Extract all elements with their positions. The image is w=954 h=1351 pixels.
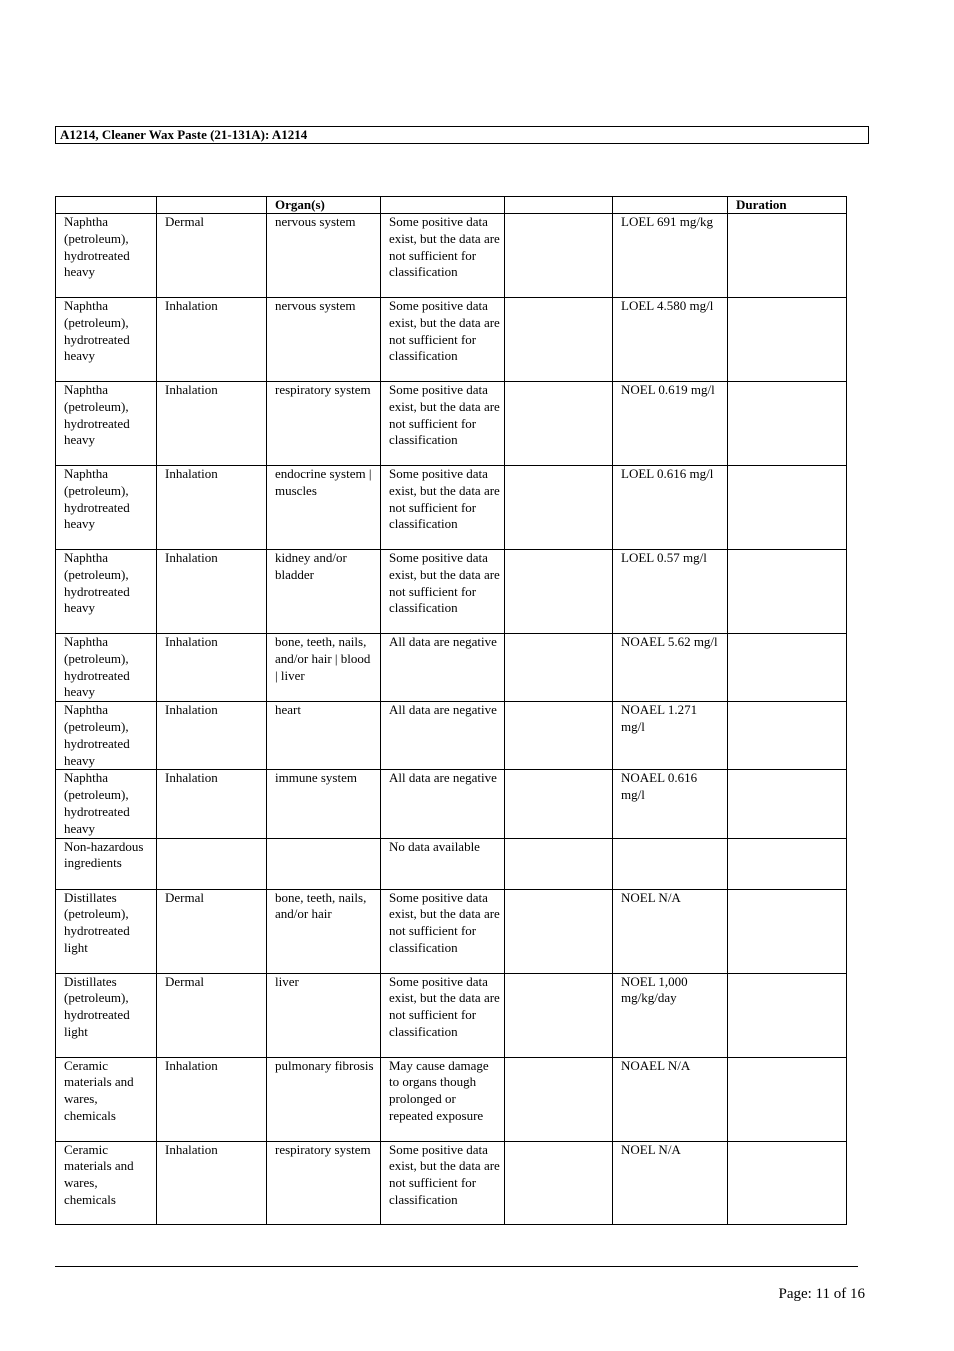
species-cell xyxy=(505,1141,613,1224)
test-result-cell: LOEL 4.580 mg/l xyxy=(613,298,728,382)
value-cell: Some positive data exist, but the data are not sufficient for classification xyxy=(381,550,505,634)
column-header-organs: Organ(s) xyxy=(267,197,381,214)
column-header-ingredient xyxy=(56,197,157,214)
column-header-test-result xyxy=(613,197,728,214)
organ-cell: bone, teeth, nails, and/or hair | blood | liver xyxy=(267,634,381,702)
test-result-cell xyxy=(613,838,728,889)
value-cell: Some positive data exist, but the data are not sufficient for classification xyxy=(381,889,505,973)
value-cell: All data are negative xyxy=(381,634,505,702)
duration-cell xyxy=(728,1057,847,1141)
duration-cell xyxy=(728,838,847,889)
table-row xyxy=(56,838,847,889)
organ-cell: endocrine system | muscles xyxy=(267,466,381,550)
organ-cell: pulmonary fibrosis xyxy=(267,1057,381,1141)
value-cell: All data are negative xyxy=(381,770,505,838)
organ-cell: respiratory system xyxy=(267,1141,381,1224)
duration-cell xyxy=(728,550,847,634)
route-cell: Inhalation xyxy=(157,1141,267,1224)
page-number: Page: 11 of 16 xyxy=(778,1286,865,1302)
document-header-title: A1214, Cleaner Wax Paste (21-131A): A1214 xyxy=(55,126,869,144)
species-cell xyxy=(505,889,613,973)
test-result-cell: NOAEL 0.616 mg/l xyxy=(613,770,728,838)
table-row xyxy=(56,1057,847,1141)
duration-cell xyxy=(728,1141,847,1224)
ingredient-cell: Ceramic materials and wares, chemicals xyxy=(56,1141,157,1224)
column-header-route xyxy=(157,197,267,214)
ingredient-cell: Naphtha (petroleum), hydrotreated heavy xyxy=(56,550,157,634)
duration-cell xyxy=(728,889,847,973)
duration-cell xyxy=(728,382,847,466)
route-cell: Dermal xyxy=(157,214,267,298)
toxicity-table xyxy=(55,196,847,1225)
organ-cell: heart xyxy=(267,702,381,770)
footer-divider xyxy=(55,1266,858,1267)
species-cell xyxy=(505,382,613,466)
ingredient-cell: Distillates (petroleum), hydrotreated light xyxy=(56,973,157,1057)
test-result-cell: NOEL 0.619 mg/l xyxy=(613,382,728,466)
value-cell: May cause damage to organs though prolonged or repeated exposure xyxy=(381,1057,505,1141)
organ-cell: kidney and/or bladder xyxy=(267,550,381,634)
table-row xyxy=(56,298,847,382)
route-cell: Dermal xyxy=(157,973,267,1057)
species-cell xyxy=(505,973,613,1057)
route-cell: Inhalation xyxy=(157,770,267,838)
species-cell xyxy=(505,770,613,838)
value-cell: No data available xyxy=(381,838,505,889)
ingredient-cell: Non-hazardous ingredients xyxy=(56,838,157,889)
table-row xyxy=(56,214,847,298)
organ-cell: respiratory system xyxy=(267,382,381,466)
organ-cell: liver xyxy=(267,973,381,1057)
value-cell: Some positive data exist, but the data are not sufficient for classification xyxy=(381,298,505,382)
route-cell: Dermal xyxy=(157,889,267,973)
duration-cell xyxy=(728,634,847,702)
route-cell: Inhalation xyxy=(157,634,267,702)
species-cell xyxy=(505,838,613,889)
test-result-cell: NOEL 1,000 mg/kg/day xyxy=(613,973,728,1057)
species-cell xyxy=(505,298,613,382)
test-result-cell: NOAEL 5.62 mg/l xyxy=(613,634,728,702)
table-body xyxy=(56,214,847,1225)
test-result-cell: NOAEL N/A xyxy=(613,1057,728,1141)
value-cell: Some positive data exist, but the data are not sufficient for classification xyxy=(381,382,505,466)
route-cell: Inhalation xyxy=(157,1057,267,1141)
ingredient-cell: Distillates (petroleum), hydrotreated light xyxy=(56,889,157,973)
organ-cell xyxy=(267,838,381,889)
species-cell xyxy=(505,214,613,298)
value-cell: Some positive data exist, but the data are not sufficient for classification xyxy=(381,973,505,1057)
column-header-species xyxy=(505,197,613,214)
ingredient-cell: Naphtha (petroleum), hydrotreated heavy xyxy=(56,634,157,702)
organ-cell: nervous system xyxy=(267,214,381,298)
value-cell: All data are negative xyxy=(381,702,505,770)
table-row xyxy=(56,973,847,1057)
value-cell: Some positive data exist, but the data are not sufficient for classification xyxy=(381,214,505,298)
test-result-cell: LOEL 691 mg/kg xyxy=(613,214,728,298)
column-header-duration: Duration xyxy=(728,197,847,214)
table-row xyxy=(56,1141,847,1224)
column-header-value xyxy=(381,197,505,214)
ingredient-cell: Naphtha (petroleum), hydrotreated heavy xyxy=(56,214,157,298)
species-cell xyxy=(505,1057,613,1141)
test-result-cell: LOEL 0.57 mg/l xyxy=(613,550,728,634)
table-row xyxy=(56,466,847,550)
table-row xyxy=(56,382,847,466)
organ-cell: bone, teeth, nails, and/or hair xyxy=(267,889,381,973)
species-cell xyxy=(505,466,613,550)
ingredient-cell: Naphtha (petroleum), hydrotreated heavy xyxy=(56,466,157,550)
ingredient-cell: Ceramic materials and wares, chemicals xyxy=(56,1057,157,1141)
duration-cell xyxy=(728,214,847,298)
table-row xyxy=(56,889,847,973)
test-result-cell: NOAEL 1.271 mg/l xyxy=(613,702,728,770)
table-header-row xyxy=(56,197,847,214)
route-cell: Inhalation xyxy=(157,550,267,634)
test-result-cell: NOEL N/A xyxy=(613,1141,728,1224)
route-cell: Inhalation xyxy=(157,298,267,382)
species-cell xyxy=(505,702,613,770)
ingredient-cell: Naphtha (petroleum), hydrotreated heavy xyxy=(56,770,157,838)
route-cell: Inhalation xyxy=(157,382,267,466)
ingredient-cell: Naphtha (petroleum), hydrotreated heavy xyxy=(56,702,157,770)
route-cell: Inhalation xyxy=(157,466,267,550)
duration-cell xyxy=(728,973,847,1057)
species-cell xyxy=(505,550,613,634)
duration-cell xyxy=(728,702,847,770)
organ-cell: immune system xyxy=(267,770,381,838)
species-cell xyxy=(505,634,613,702)
table-row xyxy=(56,634,847,702)
table-row xyxy=(56,550,847,634)
ingredient-cell: Naphtha (petroleum), hydrotreated heavy xyxy=(56,298,157,382)
organ-cell: nervous system xyxy=(267,298,381,382)
duration-cell xyxy=(728,466,847,550)
table-row xyxy=(56,702,847,770)
duration-cell xyxy=(728,770,847,838)
value-cell: Some positive data exist, but the data are not sufficient for classification xyxy=(381,1141,505,1224)
duration-cell xyxy=(728,298,847,382)
route-cell: Inhalation xyxy=(157,702,267,770)
ingredient-cell: Naphtha (petroleum), hydrotreated heavy xyxy=(56,382,157,466)
test-result-cell: LOEL 0.616 mg/l xyxy=(613,466,728,550)
test-result-cell: NOEL N/A xyxy=(613,889,728,973)
route-cell xyxy=(157,838,267,889)
table-row xyxy=(56,770,847,838)
value-cell: Some positive data exist, but the data are not sufficient for classification xyxy=(381,466,505,550)
